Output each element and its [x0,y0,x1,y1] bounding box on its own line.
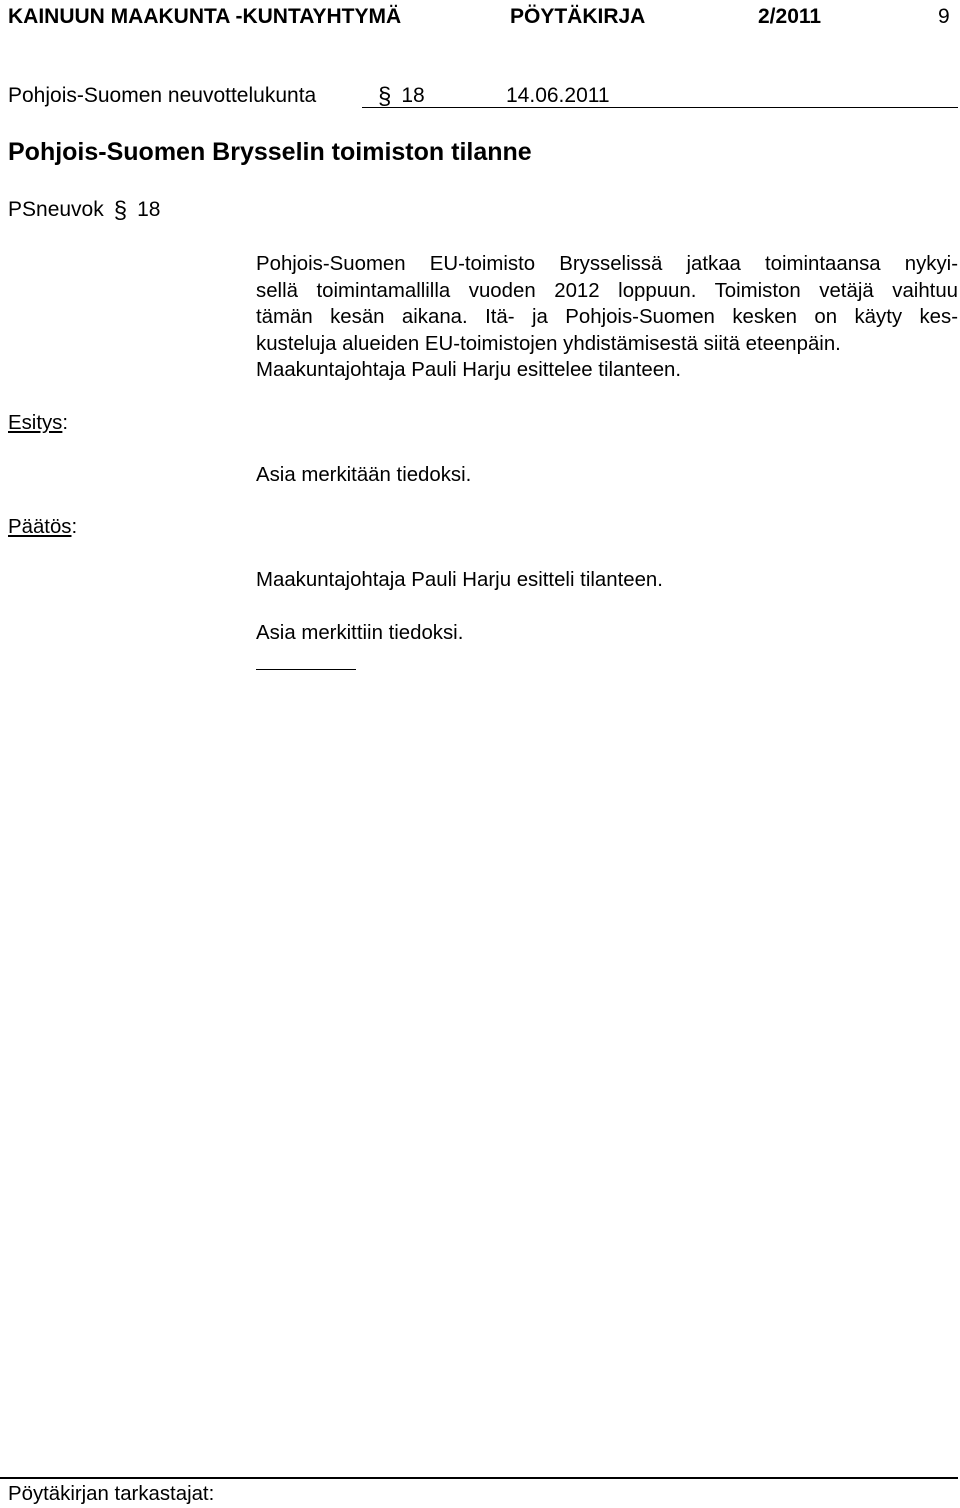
page-title: Pohjois-Suomen Brysselin toimiston tilanne [8,138,532,166]
reference-section-symbol: § [113,197,128,224]
document-type: PÖYTÄKIRJA [510,5,646,28]
footer-divider [0,1477,958,1479]
reference-prefix: PSneuvok [8,198,104,221]
description-line: Pohjois-Suomen EU-toimisto Brysselissä jatkaa toimintaansa nykyi- [256,253,958,275]
paatos-text-1: Maakuntajohtaja Pauli Harju esitteli tilanteen. [256,569,663,591]
end-of-item-rule [256,669,356,670]
reference-number: 18 [137,198,161,221]
esitys-text: Asia merkitään tiedoksi. [256,464,472,486]
description-line: Maakuntajohtaja Pauli Harju esittelee tilanteen. [256,359,682,381]
description-line: sellä toimintamallilla vuoden 2012 loppuun. Toimiston vetäjä vaihtuu [256,279,958,302]
esitys-label: Esitys: [8,412,69,434]
item-reference [8,197,160,224]
body-name: Pohjois-Suomen neuvottelukunta [8,84,317,107]
item-description [256,251,958,384]
section-symbol: § [378,83,392,110]
description-line: kusteluja alueiden EU-toimistojen yhdistämisestä siitä eteenpäin. [256,332,841,355]
section-number: 18 [401,84,425,107]
header-divider [362,107,958,108]
footer-label: Pöytäkirjan tarkastajat: [8,1483,215,1505]
paatos-label: Päätös: [8,516,78,538]
paatos-text-2: Asia merkittiin tiedoksi. [256,622,464,644]
document-number: 2/2011 [758,5,822,28]
organization-name: KAINUUN MAAKUNTA -KUNTAYHTYMÄ [8,5,402,28]
header-section [378,83,425,110]
meeting-date: 14.06.2011 [506,84,610,107]
description-line: tämän kesän aikana. Itä- ja Pohjois-Suomen kesken on käyty kes- [256,306,958,328]
page-number: 9 [938,5,950,28]
